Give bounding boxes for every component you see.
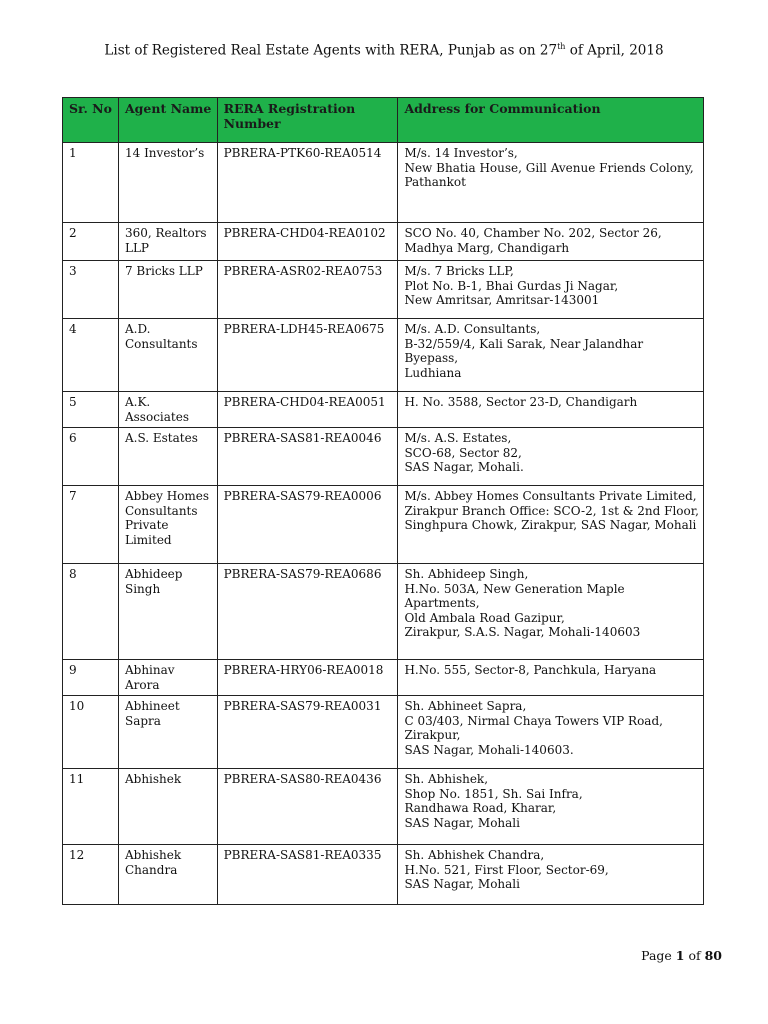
cell-registration-number: PBRERA-SAS81-REA0046 [217,428,398,486]
header-registration-number: RERA Registration Number [217,98,398,143]
table-row [63,696,704,769]
address-line: Sh. Abhineet Sapra, [404,699,527,713]
address-line: SAS Nagar, Mohali. [404,460,524,474]
cell-address [398,428,704,486]
cell-address [398,696,704,769]
address-line: Randhawa Road, Kharar, [404,801,557,815]
address-line: Byepass, [404,351,459,365]
cell-agent-name: Abhineet Sapra [118,696,217,769]
address-line: Zirakpur Branch Office: SCO-2, 1st & 2nd Floor, [404,503,699,518]
page-title: List of Registered Real Estate Agents with RERA, Punjab as on 27th of April, 2018 [104,42,664,59]
address-line: Zirakpur, S.A.S. Nagar, Mohali-140603 [404,625,641,639]
cell-address [398,845,704,905]
cell-sr-no: 7 [63,486,119,564]
cell-registration-number: PBRERA-ASR02-REA0753 [217,261,398,319]
table-row [63,428,704,486]
address-line: M/s. A.S. Estates, [404,431,512,445]
address-line: M/s. 7 Bricks LLP, [404,264,514,278]
address-line: M/s. Abbey Homes Consultants Private Limited, [404,489,697,503]
cell-agent-name: 14 Investor’s [118,143,217,223]
address-line: SCO-68, Sector 82, [404,445,522,460]
cell-sr-no: 10 [63,696,119,769]
cell-sr-no: 12 [63,845,119,905]
address-line: Shop No. 1851, Sh. Sai Infra, [404,786,583,801]
address-line: New Bhatia House, Gill Avenue Friends Colony, [404,160,694,175]
cell-registration-number: PBRERA-CHD04-REA0102 [217,223,398,261]
table-row [63,845,704,905]
cell-address [398,769,704,845]
cell-agent-name: 7 Bricks LLP [118,261,217,319]
cell-sr-no: 6 [63,428,119,486]
address-line: Ludhiana [404,365,462,380]
cell-registration-number: PBRERA-SAS79-REA0006 [217,486,398,564]
cell-agent-name: A.D. Consultants [118,319,217,392]
address-line: Plot No. B-1, Bhai Gurdas Ji Nagar, [404,278,619,293]
address-line: Pathankot [404,175,466,189]
cell-registration-number: PBRERA-SAS79-REA0031 [217,696,398,769]
address-line: H.No. 503A, New Generation Maple [404,581,625,596]
cell-address [398,223,704,261]
cell-sr-no: 2 [63,223,119,261]
cell-agent-name: Abhideep Singh [118,564,217,660]
address-line: Sh. Abhishek, [404,772,489,786]
cell-agent-name: Abhishek Chandra [118,845,217,905]
cell-sr-no: 1 [63,143,119,223]
address-line: Old Ambala Road Gazipur, [404,610,565,625]
cell-address [398,564,704,660]
address-line: H.No. 555, Sector-8, Panchkula, Haryana [404,663,657,677]
cell-registration-number: PBRERA-PTK60-REA0514 [217,143,398,223]
cell-registration-number: PBRERA-SAS80-REA0436 [217,769,398,845]
header-agent-name: Agent Name [118,98,217,143]
address-line: SAS Nagar, Mohali [404,815,520,830]
address-line: SAS Nagar, Mohali [404,877,520,891]
address-line: Madhya Marg, Chandigarh [404,240,570,255]
address-line: M/s. 14 Investor’s, [404,146,518,160]
cell-address [398,319,704,392]
cell-sr-no: 3 [63,261,119,319]
cell-agent-name: Abhinav Arora [118,660,217,696]
address-line: Zirakpur, [404,728,461,742]
address-line: SCO No. 40, Chamber No. 202, Sector 26, [404,226,662,240]
cell-registration-number: PBRERA-HRY06-REA0018 [217,660,398,696]
address-line: New Amritsar, Amritsar-143001 [404,293,600,307]
address-line: Singhpura Chowk, Zirakpur, SAS Nagar, Mohali [404,518,697,532]
table-row [63,660,704,696]
agents-table [62,97,704,905]
table-row [63,392,704,428]
cell-sr-no: 5 [63,392,119,428]
cell-agent-name: Abbey Homes Consultants Private Limited [118,486,217,564]
address-line: Sh. Abhishek Chandra, [404,848,545,862]
address-line: Sh. Abhideep Singh, [404,567,529,581]
cell-address [398,392,704,428]
table-row [63,261,704,319]
cell-agent-name: A.K. Associates [118,392,217,428]
address-line: C 03/403, Nirmal Chaya Towers VIP Road, [404,713,663,728]
cell-registration-number: PBRERA-LDH45-REA0675 [217,319,398,392]
header-address: Address for Communication [398,98,704,143]
cell-registration-number: PBRERA-SAS79-REA0686 [217,564,398,660]
cell-agent-name: Abhishek [118,769,217,845]
table-row [63,564,704,660]
address-line: H.No. 521, First Floor, Sector-69, [404,862,609,877]
cell-sr-no: 8 [63,564,119,660]
table-row [63,486,704,564]
cell-address [398,261,704,319]
cell-address [398,486,704,564]
cell-address [398,143,704,223]
cell-sr-no: 11 [63,769,119,845]
address-line: SAS Nagar, Mohali-140603. [404,742,574,757]
header-sr-no: Sr. No [63,98,119,143]
address-line: Apartments, [404,596,480,610]
table-row [63,769,704,845]
cell-address [398,660,704,696]
cell-sr-no: 9 [63,660,119,696]
address-line: M/s. A.D. Consultants, [404,322,541,336]
table-header-row [63,98,704,143]
cell-sr-no: 4 [63,319,119,392]
cell-agent-name: 360, Realtors LLP [118,223,217,261]
address-line: B-32/559/4, Kali Sarak, Near Jalandhar [404,336,644,351]
page-number: Page 1 of 80 [641,948,722,963]
cell-agent-name: A.S. Estates [118,428,217,486]
table-row [63,223,704,261]
cell-registration-number: PBRERA-CHD04-REA0051 [217,392,398,428]
table-row [63,319,704,392]
table-row [63,143,704,223]
cell-registration-number: PBRERA-SAS81-REA0335 [217,845,398,905]
address-line: H. No. 3588, Sector 23-D, Chandigarh [404,395,638,409]
